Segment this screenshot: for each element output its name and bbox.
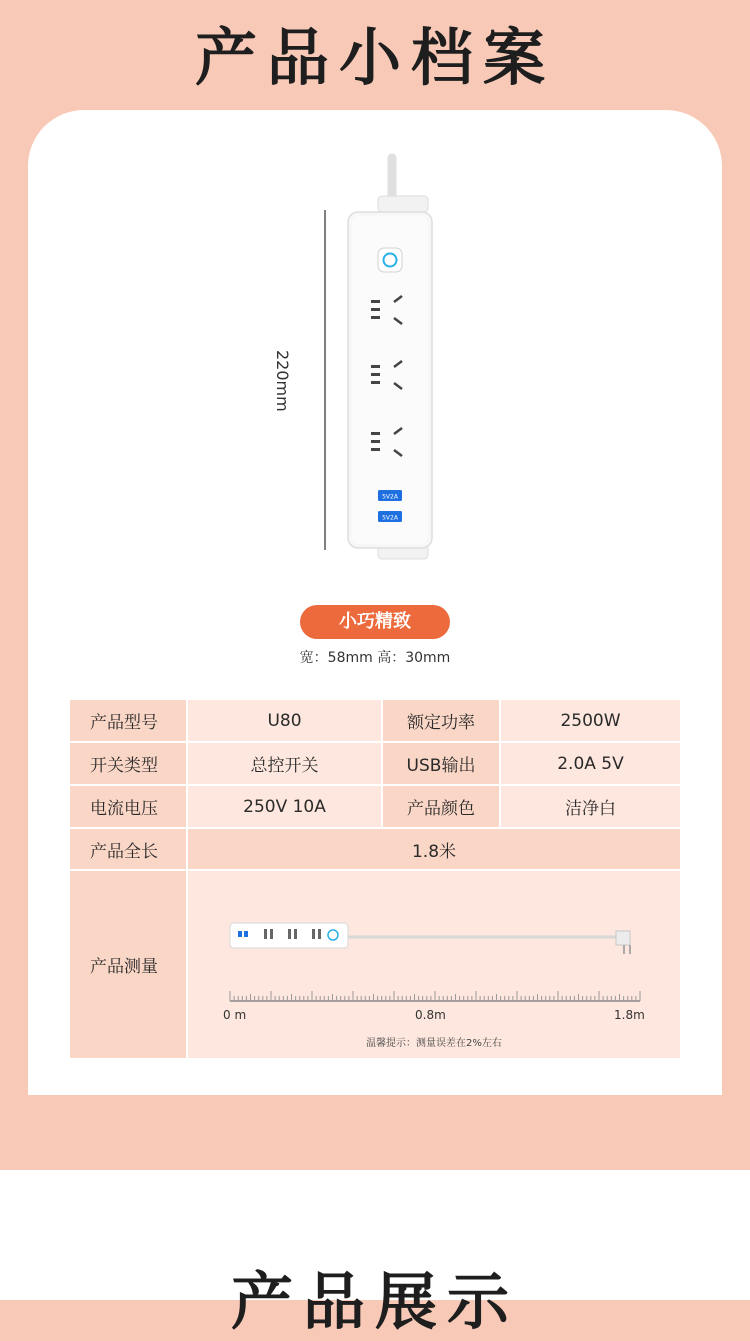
ruler-end-label: 1.8m (614, 1008, 645, 1022)
spec-label: 产品型号 (70, 700, 186, 741)
ruler-start-label: 0 m (223, 1008, 247, 1022)
feature-badge: 小巧精致 (300, 605, 450, 639)
next-section-title: 产品展示 (230, 1265, 519, 1338)
measurement-illustration (188, 871, 680, 1011)
spec-label: 产品颜色 (383, 786, 499, 827)
spec-value: 1.8米 (188, 829, 680, 869)
spec-value: U80 (188, 700, 381, 741)
power-strip-image (0, 0, 750, 600)
page-title: 产品小档案 (194, 21, 555, 94)
spec-label: USB输出 (383, 743, 499, 784)
svg-text:5V2A: 5V2A (382, 514, 398, 522)
spec-value: 2.0A 5V (501, 743, 680, 784)
size-text: 宽：58mm 高：30mm (299, 650, 451, 666)
spec-value: 250V 10A (188, 786, 381, 827)
ruler-mid-label: 0.8m (415, 1008, 446, 1022)
spec-label: 额定功率 (383, 700, 499, 741)
spec-label: 产品测量 (70, 871, 186, 1058)
svg-text:5V2A: 5V2A (382, 493, 398, 501)
spec-value: 总控开关 (188, 743, 381, 784)
spec-value: 洁净白 (501, 786, 680, 827)
spec-label: 产品全长 (70, 829, 186, 869)
spec-value: 2500W (501, 700, 680, 741)
spec-table (70, 700, 680, 1058)
measurement-panel (188, 871, 680, 1058)
spec-label: 电流电压 (70, 786, 186, 827)
spec-label: 开关类型 (70, 743, 186, 784)
measurement-tip: 温馨提示：测量误差在2%左右 (366, 1038, 502, 1049)
height-dimension-label: 220mm (273, 350, 292, 412)
